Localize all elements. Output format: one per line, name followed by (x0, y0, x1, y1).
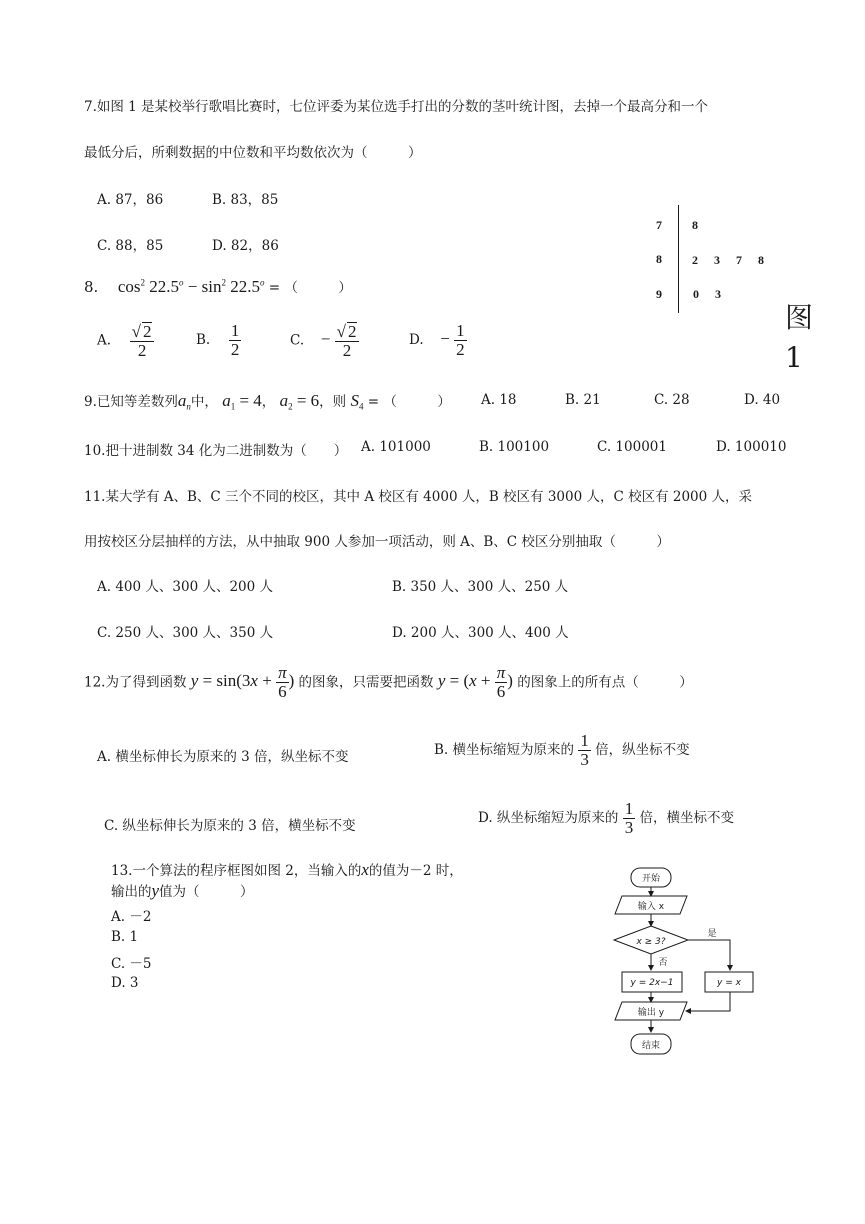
fraction (495, 664, 508, 701)
flow-decision-label: x ≥ 3? (636, 937, 666, 947)
fraction (623, 800, 636, 837)
denominator: 6 (496, 681, 506, 701)
leaf-value: 3 (714, 253, 720, 267)
q12-text: 的图象上的所有点（ ） (517, 674, 693, 691)
q7-stem-line1: 7.如图 1 是某校举行歌唱比赛时，七位评委为某位选手打出的分数的茎叶统计图，去掉一个最高分和一个 (84, 99, 709, 115)
exponent: 2 (221, 277, 226, 288)
numerator-pi: π (278, 663, 287, 682)
minus-sign: − (187, 277, 198, 296)
q8-stem (84, 276, 352, 297)
numerator: 1 (456, 321, 465, 340)
flow-yes-label: 是 (707, 929, 717, 939)
q8-equals: = （ ） (268, 280, 352, 296)
option-text: 倍，横坐标不变 (639, 809, 735, 826)
radicand: 2 (347, 322, 357, 341)
q10-option-c: C. 100001 (597, 439, 667, 455)
right-paren: ) (507, 671, 513, 691)
numerator: 1 (624, 799, 634, 818)
flow-end-label: 结束 (641, 1041, 661, 1051)
q9-text: 9.已知等差数列 (84, 394, 178, 410)
var-s: S (350, 391, 359, 410)
var-y: y (151, 881, 160, 900)
q13-option-b: B. 1 (111, 929, 139, 945)
denominator: 2 (230, 339, 240, 359)
q9-text: 中， (190, 394, 218, 410)
denominator: 2 (342, 340, 352, 360)
stem-value: 9 (656, 287, 662, 301)
var-a2: a (279, 391, 289, 410)
sub-1: 1 (230, 401, 236, 412)
q12-option-c: C. 纵坐标伸长为原来的 3 倍，横坐标不变 (104, 818, 356, 834)
q11-stem-line2: 用按校区分层抽样的方法，从中抽取 900 人参加一项活动，则 A、B、C 校区分别抽取（ ） (84, 534, 670, 550)
negative-sign: − (440, 328, 450, 348)
q7-option-c: C. 88，85 (97, 238, 164, 254)
q12-text: 的图象，只需要把函数 (298, 674, 434, 691)
stem-value: 8 (656, 252, 662, 266)
leaf-value: 0 (693, 287, 699, 301)
q8-option-c (290, 322, 359, 360)
flow-process-no-label: y = 2x−1 (630, 978, 674, 988)
q7-option-d: D. 82，86 (212, 238, 279, 254)
q11-option-b: B. 350 人、300 人、250 人 (392, 579, 569, 595)
sub-2: 2 (288, 401, 293, 412)
plus-sign: + (476, 671, 495, 691)
q12-stem (84, 664, 693, 701)
flow-start-label: 开始 (641, 874, 661, 884)
option-text: B. 横坐标缩短为原来的 (434, 741, 575, 758)
q9-text: ，则 (319, 394, 347, 410)
fraction: $\frac{√ 2}{2}$ (130, 322, 155, 360)
q10-option-a: A. 101000 (361, 439, 431, 455)
angle-value: 22.5 (230, 277, 260, 296)
degree-mark: o (259, 277, 265, 288)
denominator: 3 (580, 749, 589, 769)
q12-option-b (434, 732, 690, 769)
q11-option-d: D. 200 人、300 人、400 人 (392, 625, 569, 641)
q11-stem-line1: 11.某大学有 A、B、C 三个不同的校区，其中 A 校区有 4000 人，B 校区有 3000 人，C 校区有 2000 人，采 (84, 489, 753, 505)
option-letter: A. (97, 332, 112, 349)
var-y: y (190, 671, 199, 691)
radicand: 2 (142, 322, 152, 341)
var-a1: a (222, 391, 231, 410)
q10-option-b: B. 100100 (479, 439, 550, 455)
q12-option-d (478, 800, 734, 837)
fraction (229, 322, 242, 359)
numerator: 1 (580, 731, 589, 750)
fraction (454, 322, 467, 359)
eq-value: = 4 (235, 391, 262, 410)
leaf-value: 7 (736, 253, 742, 267)
leaf-value: 3 (715, 287, 721, 301)
leaf-value: 8 (692, 218, 698, 232)
var-x: x (361, 860, 369, 879)
q9-option-a: A. 18 (481, 392, 517, 408)
var-a: a (177, 391, 187, 410)
leaf-value: 8 (758, 253, 764, 267)
fraction: $\frac{√ 2}{2}$ (335, 322, 360, 360)
angle-value: 22.5 (149, 277, 180, 296)
q11-option-c: C. 250 人、300 人、350 人 (97, 625, 274, 641)
sub-n: n (186, 401, 191, 412)
eq-value: = 6 (292, 391, 320, 410)
numerator-pi: π (496, 663, 506, 682)
q13-text: 13.一个算法的程序框图如图 2，当输入的 (111, 863, 362, 879)
q9-option-d: D. 40 (744, 392, 781, 408)
option-letter: C. (290, 332, 305, 349)
option-text: 倍，纵坐标不变 (595, 741, 690, 758)
q13-stem-line2 (111, 880, 254, 901)
sin-text: sin (201, 277, 222, 296)
denominator: 2 (456, 339, 465, 359)
q11-option-a: A. 400 人、300 人、200 人 (97, 579, 274, 595)
stem-value: 7 (656, 218, 662, 232)
option-letter: B. (196, 331, 211, 348)
plus-sign: + (257, 671, 277, 691)
q10-stem: 10.把十进制数 34 化为二进制数为（ ） (84, 443, 348, 459)
option-letter: D. (409, 331, 424, 348)
q8-option-a (97, 322, 154, 360)
q7-stem-line2: 最低分后，所剩数据的中位数和平均数依次为（ ） (84, 145, 422, 161)
flow-output-label: 输出 y (637, 1008, 665, 1018)
q13-text: 输出的 (111, 884, 152, 900)
option-text: D. 纵坐标缩短为原来的 (478, 809, 619, 826)
q12-option-a: A. 横坐标伸长为原来的 3 倍，纵坐标不变 (97, 749, 349, 765)
q8-option-b (196, 322, 241, 359)
q9-option-b: B. 21 (565, 392, 601, 408)
q8-option-d (409, 322, 467, 359)
q8-number: 8. (84, 278, 99, 296)
q13-option-d: D. 3 (111, 975, 139, 991)
q7-option-b: B. 83，85 (212, 192, 279, 208)
q9-option-c: C. 28 (654, 392, 690, 408)
q10-option-d: D. 100010 (716, 439, 787, 455)
cos-text: cos (117, 277, 141, 296)
q12-text: 12.为了得到函数 (84, 674, 187, 691)
var-x: x (250, 671, 258, 691)
degree-mark: o (179, 277, 184, 288)
flow-no-label: 否 (658, 958, 668, 968)
leaf-value: 2 (692, 253, 698, 267)
right-paren: ) (288, 671, 295, 691)
var-y: y (437, 671, 446, 691)
q13-text: 的值为－2 时， (368, 863, 463, 879)
q13-option-a: A. －2 (111, 909, 152, 925)
q13-option-c: C. －5 (111, 956, 152, 972)
q13-text: 值为（ ） (159, 884, 254, 900)
func-sin: = sin(3 (198, 671, 251, 691)
figure-label-char: 图 (785, 301, 814, 334)
q9-stem (84, 390, 451, 412)
denominator: 6 (278, 681, 287, 701)
q13-stem-line1 (111, 859, 463, 880)
denominator: 3 (624, 817, 634, 837)
var-x: x (469, 671, 477, 691)
q7-option-a: A. 87，86 (97, 192, 164, 208)
stem-leaf-divider (678, 205, 679, 313)
fraction (578, 732, 591, 769)
flow-process-yes-label: y = x (717, 978, 741, 988)
equals-paren: = ( (445, 671, 470, 691)
q9-equals: = （ ） (363, 394, 451, 410)
negative-sign: − (320, 329, 331, 349)
flow-input-label: 输入 x (637, 902, 665, 912)
figure-label-number: 1 (785, 341, 803, 374)
comma: ， (261, 394, 276, 410)
numerator: 1 (230, 321, 240, 340)
denominator: 2 (137, 340, 147, 360)
sub-4: 4 (358, 401, 364, 412)
exponent: 2 (140, 277, 146, 288)
fraction (276, 664, 289, 701)
flowchart (600, 858, 770, 1064)
